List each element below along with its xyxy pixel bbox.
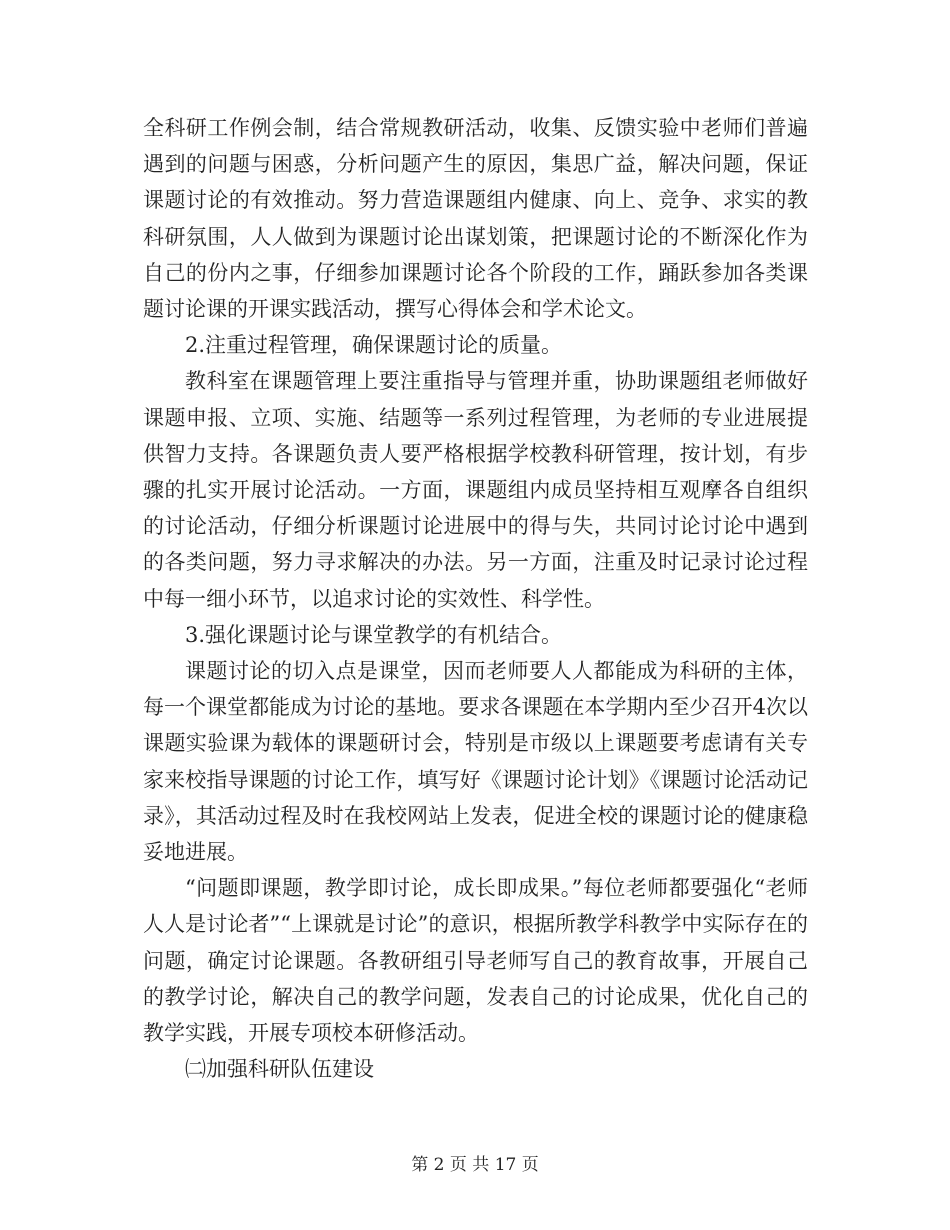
paragraph-process-management: 教科室在课题管理上要注重指导与管理并重，协助课题组老师做好课题申报、立项、实施、结题等一系列过程管理，为老师的专业进展提供智力支持。各课题负责人要严格根据学校教科研管理，按计划，有步骤的扎实开展讨论活动。一方面，课题组内成员坚持相互观摩各自组织的讨论活动，仔细分析课题讨论进展中的得与失，共同讨论讨论中遇到的各类问题，努力寻求解决的办法。另一方面，注重及时记录讨论过程中每一细小环节，以追求讨论的实效性、科学性。 xyxy=(143,369,808,611)
page-number-footer: 第 2 页 共 17 页 xyxy=(411,1155,539,1175)
section-heading-process-management: 2.注重过程管理，确保课题讨论的质量。 xyxy=(185,333,563,358)
paragraph-continuation: 全科研工作例会制，结合常规教研活动，收集、反馈实验中老师们普遍遇到的问题与困惑，分析问题产生的原因，集思广益，解决问题，保证课题讨论的有效推动。努力营造课题组内健康、向上、竞争、求实的教科研氛围，人人做到为课题讨论出谋划策，把课题讨论的不断深化作为自己的份内之事，仔细参加课题讨论各个阶段的工作，踊跃参加各类课题讨论课的开课实践活动，撰写心得体会和学术论文。 xyxy=(143,116,808,322)
paragraph-teacher-research: “问题即课题，教学即讨论，成长即成果。”每位老师都要强化“老师人人是讨论者”“上课就是讨论”的意识，根据所教学科教学中实际存在的问题，确定讨论课题。各教研组引导老师写自己的教育故事，开展自己的教学讨论，解决自己的教学问题，发表自己的讨论成果，优化自己的教学实践，开展专项校本研修活动。 xyxy=(143,876,808,1046)
section-heading-classroom-integration: 3.强化课题讨论与课堂教学的有机结合。 xyxy=(185,622,563,647)
section-heading-research-team: ㈡加强科研队伍建设 xyxy=(185,1057,374,1082)
paragraph-classroom-integration: 课题讨论的切入点是课堂，因而老师要人人都能成为科研的主体，每一个课堂都能成为讨论的基地。要求各课题在本学期内至少召开4次以课题实验课为载体的课题研讨会，特别是市级以上课题要考虑请有关专家来校指导课题的讨论工作，填写好《课题讨论计划》《课题讨论活动记录》，其活动过程及时在我校网站上发表，促进全校的课题讨论的健康稳妥地进展。 xyxy=(143,659,808,865)
document-body xyxy=(143,110,808,1087)
